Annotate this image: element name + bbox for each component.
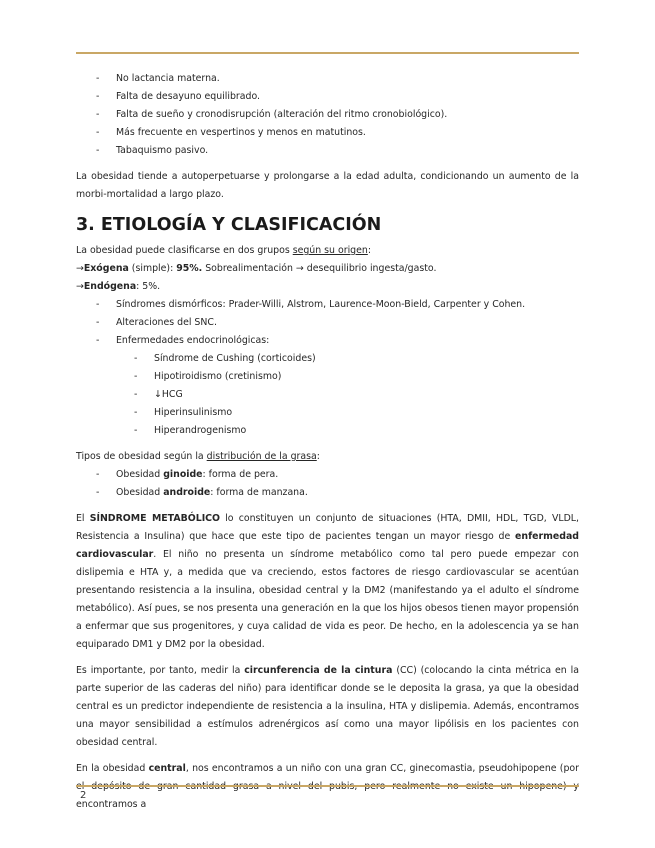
- page-number: 2: [80, 790, 87, 801]
- list-item: - Enfermedades endocrinológicas:: [96, 335, 270, 346]
- list-item: - Alteraciones del SNC.: [96, 317, 217, 328]
- list-item: - Tabaquismo pasivo.: [96, 145, 209, 156]
- intro-paragraph: La obesidad tiende a autoperpetuarse y prolongarse a la edad adulta, condicionando un aumento de la morbi-mortalidad a largo plazo.: [76, 171, 579, 200]
- sub-list-item: - Síndrome de Cushing (corticoides): [134, 353, 316, 364]
- list-item: - Obesidad ginoide: forma de pera.: [96, 469, 279, 480]
- fat-distribution-intro: Tipos de obesidad según la distribución de la grasa:: [76, 451, 320, 462]
- list-item: - Falta de sueño y cronodisrupción (alteración del ritmo cronobiológico).: [96, 109, 448, 120]
- footer-rule: [76, 785, 579, 787]
- endogenous-line: →Endógena: 5%.: [76, 281, 161, 292]
- page-content: [76, 70, 579, 814]
- section-heading: 3. ETIOLOGÍA Y CLASIFICACIÓN: [76, 215, 382, 235]
- risk-factor-list: [76, 70, 579, 160]
- list-item: - Falta de desayuno equilibrado.: [96, 91, 261, 102]
- sub-list-item: - ↓HCG: [134, 389, 183, 400]
- list-item: - Más frecuente en vespertinos y menos en matutinos.: [96, 127, 366, 138]
- list-item: - Obesidad androide: forma de manzana.: [96, 487, 308, 498]
- sub-list-item: - Hiperinsulinismo: [134, 407, 233, 418]
- metabolic-syndrome-paragraph: El SÍNDROME METABÓLICO lo constituyen un conjunto de situaciones (HTA, DMII, HDL, TGD, VLDL, Resistencia a Insulina) que hace que este tipo de pacientes tengan un mayor riesgo de enfermedad cardiovascular. El niño no presenta un síndrome metabólico como tal pero puede empezar con dislipemia e HTA y, a medida que va creciendo, estos factores de riesgo cardiovascular se acentúan presentando resistencia a la insulina, obesidad central y la DM2 (manifestando ya el adulto el síndrome metabólico). Así pues, se nos presenta una generación en la que los hijos obesos tienen mayor propensión a enfermar que sus progenitores, y cuya calidad de vida es peor. De hecho, en la adolescencia ya se han equiparado DM1 y DM2 por la obesidad.: [76, 513, 579, 650]
- endogenous-list: [76, 296, 579, 440]
- sub-list-item: - Hiperandrogenismo: [134, 425, 247, 436]
- classification-intro: La obesidad puede clasificarse en dos grupos según su origen:: [76, 245, 372, 256]
- list-item: - Síndromes dismórficos: Prader-Willi, Alstrom, Laurence-Moon-Bield, Carpenter y Cohen.: [96, 299, 526, 310]
- header-rule: [76, 52, 579, 54]
- exogenous-line: →Exógena (simple): 95%. Sobrealimentación → desequilibrio ingesta/gasto.: [76, 263, 437, 274]
- obesity-type-list: [76, 466, 579, 502]
- central-obesity-paragraph: En la obesidad central, nos encontramos a un niño con una gran CC, ginecomastia, pseudohipopene (por encontramos a: [76, 763, 579, 810]
- sub-list-item: - Hipotiroidismo (cretinismo): [134, 371, 282, 382]
- waist-paragraph: Es importante, por tanto, medir la circunferencia de la cintura (CC) (colocando la cinta métrica en la parte superior de las caderas del niño) para identificar donde se le deposita la grasa, ya que la obesidad central es un predictor independiente de resistencia a la insulina, HTA y dislipemia. Además, encontramos una mayor sensibilidad a estímulos adrenérgicos así como una mayor lipólisis en los pacientes con obesidad central.: [76, 665, 579, 748]
- list-item: - No lactancia materna.: [96, 73, 220, 84]
